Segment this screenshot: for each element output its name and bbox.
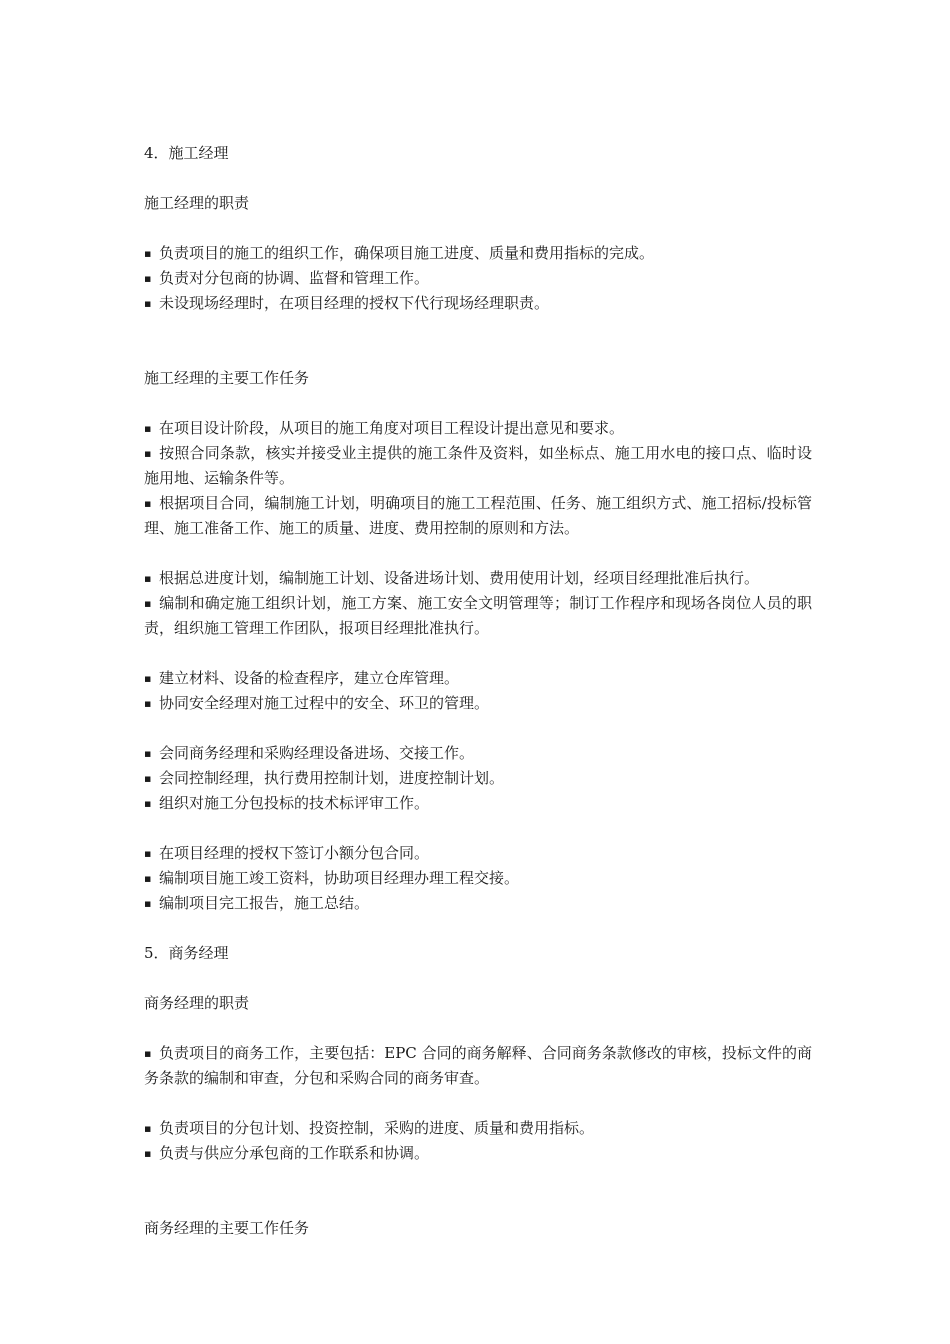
list-item xyxy=(144,441,812,491)
list-item xyxy=(144,666,812,691)
list-item xyxy=(144,491,812,541)
list-item-text: 负责项目的分包计划、投资控制，采购的进度、质量和费用指标。 xyxy=(159,1119,595,1137)
list-item-text: 负责与供应分承包商的工作联系和协调。 xyxy=(159,1144,430,1162)
section-title: 4．施工经理 xyxy=(144,144,229,162)
list-item xyxy=(144,891,812,916)
list-item-text: 编制项目完工报告，施工总结。 xyxy=(159,894,370,912)
list-item xyxy=(144,741,812,766)
bullet-list xyxy=(144,741,812,816)
bullet-icon: ▪ xyxy=(144,497,152,510)
list-item xyxy=(144,1116,812,1141)
bullet-icon: ▪ xyxy=(144,572,152,585)
spacer xyxy=(144,1166,812,1191)
spacer xyxy=(144,1091,812,1116)
spacer xyxy=(144,816,812,841)
bullet-list xyxy=(144,1116,812,1166)
subsection-title: 商务经理的主要工作任务 xyxy=(144,1219,310,1237)
subsection-title: 施工经理的职责 xyxy=(144,194,250,212)
bullet-icon: ▪ xyxy=(144,897,152,910)
list-item xyxy=(144,791,812,816)
document-body xyxy=(144,141,812,1241)
spacer xyxy=(144,541,812,566)
list-item xyxy=(144,841,812,866)
list-item xyxy=(144,866,812,891)
bullet-icon: ▪ xyxy=(144,747,152,760)
bullet-icon: ▪ xyxy=(144,272,152,285)
bullet-icon: ▪ xyxy=(144,697,152,710)
list-item xyxy=(144,591,812,641)
list-item-text: 协同安全经理对施工过程中的安全、环卫的管理。 xyxy=(159,694,490,712)
subsection-title: 商务经理的职责 xyxy=(144,994,250,1012)
bullet-list xyxy=(144,566,812,641)
bullet-list xyxy=(144,416,812,541)
list-item-text: 根据项目合同，编制施工计划，明确项目的施工工程范围、任务、施工组织方式、施工招标/投标管理、施工准备工作、施工的质量、进度、费用控制的原则和方法。 xyxy=(144,494,812,537)
list-item-text: 负责对分包商的协调、监督和管理工作。 xyxy=(159,269,430,287)
spacer xyxy=(144,316,812,341)
list-item xyxy=(144,691,812,716)
bullet-icon: ▪ xyxy=(144,247,152,260)
bullet-icon: ▪ xyxy=(144,672,152,685)
bullet-list xyxy=(144,241,812,316)
bullet-icon: ▪ xyxy=(144,597,152,610)
list-item-text: 按照合同条款，核实并接受业主提供的施工条件及资料，如坐标点、施工用水电的接口点、临时设施用地、运输条件等。 xyxy=(144,444,812,487)
bullet-icon: ▪ xyxy=(144,872,152,885)
bullet-icon: ▪ xyxy=(144,1047,152,1060)
spacer xyxy=(144,216,812,241)
list-item-text: 未设现场经理时，在项目经理的授权下代行现场经理职责。 xyxy=(159,294,550,312)
list-item-text: 编制项目施工竣工资料，协助项目经理办理工程交接。 xyxy=(159,869,520,887)
spacer xyxy=(144,641,812,666)
bullet-icon: ▪ xyxy=(144,422,152,435)
bullet-icon: ▪ xyxy=(144,772,152,785)
list-item-text: 会同商务经理和采购经理设备进场、交接工作。 xyxy=(159,744,475,762)
section-title: 5．商务经理 xyxy=(144,944,229,962)
list-item-text: 组织对施工分包投标的技术标评审工作。 xyxy=(159,794,430,812)
bullet-icon: ▪ xyxy=(144,1122,152,1135)
spacer xyxy=(144,916,812,941)
list-item-text: 在项目经理的授权下签订小额分包合同。 xyxy=(159,844,430,862)
bullet-list xyxy=(144,1041,812,1091)
list-item xyxy=(144,1041,812,1091)
spacer xyxy=(144,166,812,191)
list-item-text: 编制和确定施工组织计划，施工方案、施工安全文明管理等；制订工作程序和现场各岗位人员的职责，组织施工管理工作团队，报项目经理批准执行。 xyxy=(144,594,812,637)
list-item xyxy=(144,266,812,291)
list-item xyxy=(144,241,812,266)
list-item-text: 根据总进度计划，编制施工计划、设备进场计划、费用使用计划，经项目经理批准后执行。 xyxy=(159,569,760,587)
bullet-icon: ▪ xyxy=(144,297,152,310)
bullet-icon: ▪ xyxy=(144,447,152,460)
list-item xyxy=(144,291,812,316)
bullet-icon: ▪ xyxy=(144,797,152,810)
subsection-title: 施工经理的主要工作任务 xyxy=(144,369,310,387)
list-item-text: 建立材料、设备的检查程序，建立仓库管理。 xyxy=(159,669,460,687)
spacer xyxy=(144,966,812,991)
list-item xyxy=(144,766,812,791)
bullet-icon: ▪ xyxy=(144,1147,152,1160)
list-item-text: 在项目设计阶段，从项目的施工角度对项目工程设计提出意见和要求。 xyxy=(159,419,625,437)
spacer xyxy=(144,341,812,366)
list-item xyxy=(144,1141,812,1166)
spacer xyxy=(144,716,812,741)
spacer xyxy=(144,391,812,416)
list-item xyxy=(144,416,812,441)
bullet-list xyxy=(144,666,812,716)
bullet-list xyxy=(144,841,812,916)
list-item xyxy=(144,566,812,591)
spacer xyxy=(144,1191,812,1216)
spacer xyxy=(144,1016,812,1041)
list-item-text: 负责项目的施工的组织工作，确保项目施工进度、质量和费用指标的完成。 xyxy=(159,244,655,262)
list-item-text: 会同控制经理，执行费用控制计划，进度控制计划。 xyxy=(159,769,505,787)
bullet-icon: ▪ xyxy=(144,847,152,860)
list-item-text: 负责项目的商务工作，主要包括：EPC 合同的商务解释、合同商务条款修改的审核，投标文件的商务条款的编制和审查，分包和采购合同的商务审查。 xyxy=(144,1044,812,1087)
